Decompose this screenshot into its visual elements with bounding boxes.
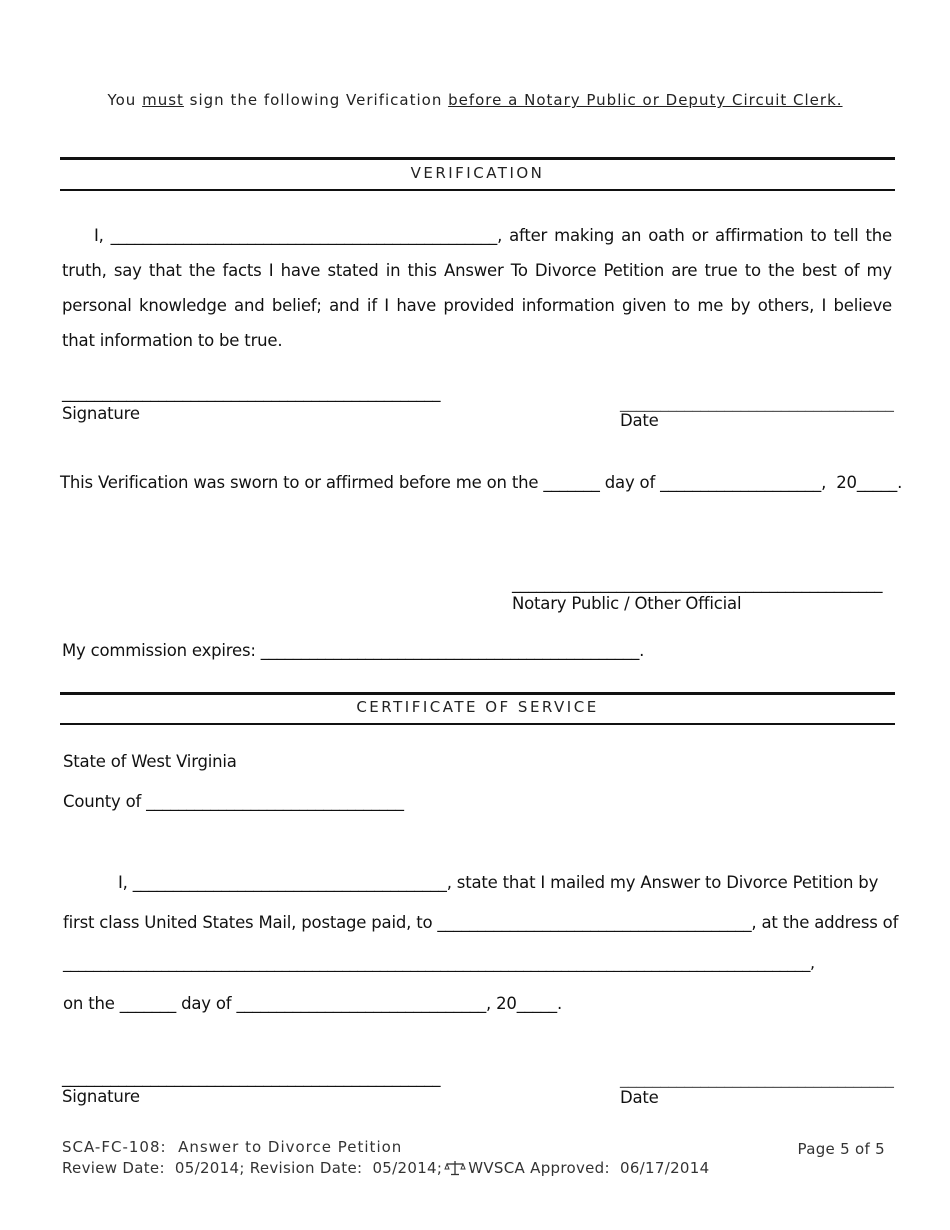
page-number: Page 5 of 5 bbox=[797, 1140, 885, 1158]
notary-label: Notary Public / Other Official bbox=[512, 594, 742, 613]
service-line-3: ___________________________________________________________________________________________________, bbox=[63, 953, 815, 972]
notice-must: must bbox=[142, 91, 184, 109]
scales-of-justice-icon bbox=[444, 1160, 466, 1176]
notice-middle: sign the following Verification bbox=[183, 91, 449, 109]
notice-prefix: You bbox=[107, 91, 143, 109]
certificate-signature-line[interactable]: _______________________________________________ bbox=[62, 1068, 441, 1087]
sworn-statement: This Verification was sworn to or affirmed before me on the _______ day of ____________________, 20_____. bbox=[60, 473, 903, 492]
county-line: County of ________________________________ bbox=[63, 792, 404, 811]
form-id: SCA-FC-108: Answer to Divorce Petition bbox=[62, 1138, 403, 1156]
review-text: Review Date: 05/2014; Revision Date: 05/2014; bbox=[62, 1159, 443, 1177]
signing-notice bbox=[0, 93, 950, 108]
approved-text: WVSCA Approved: 06/17/2014 bbox=[468, 1159, 710, 1177]
certificate-date-label: Date bbox=[620, 1088, 659, 1107]
certificate-date-line[interactable]: __________________________________ bbox=[620, 1069, 894, 1088]
certificate-signature-label: Signature bbox=[62, 1087, 140, 1106]
state-line: State of West Virginia bbox=[63, 752, 237, 771]
notice-before-notary: before a Notary Public or Deputy Circuit Clerk. bbox=[448, 91, 843, 109]
notary-signature-line[interactable]: ______________________________________________ bbox=[512, 574, 883, 593]
certificate-top-rule bbox=[60, 692, 895, 695]
verification-statement: I, ________________________________________________, after making an oath or affirmation to tell the truth, say that the facts I have stated in this Answer To Divorce Petition are true to the best of my personal knowledge and belief; and if I have provided information given to me by others, I believe that information to be true. bbox=[62, 226, 892, 350]
verification-top-rule bbox=[60, 157, 895, 160]
verification-bottom-rule bbox=[60, 189, 895, 191]
service-line-2: first class United States Mail, postage paid, to _______________________________________, at the address of bbox=[63, 913, 899, 932]
certificate-bottom-rule bbox=[60, 723, 895, 725]
verification-date-line[interactable]: __________________________________ bbox=[620, 393, 894, 412]
verification-date-label: Date bbox=[620, 411, 659, 430]
service-line-4: on the _______ day of _______________________________, 20_____. bbox=[63, 994, 562, 1013]
commission-expires: My commission expires: _______________________________________________. bbox=[62, 641, 645, 660]
review-dates bbox=[62, 1160, 709, 1176]
verification-signature-line[interactable]: _______________________________________________ bbox=[62, 383, 441, 402]
verification-signature-label: Signature bbox=[62, 404, 140, 423]
service-line-1: I, _______________________________________, state that I mailed my Answer to Divorce Petition by bbox=[118, 873, 879, 892]
certificate-title: CERTIFICATE OF SERVICE bbox=[356, 698, 599, 716]
verification-title: VERIFICATION bbox=[410, 164, 545, 182]
